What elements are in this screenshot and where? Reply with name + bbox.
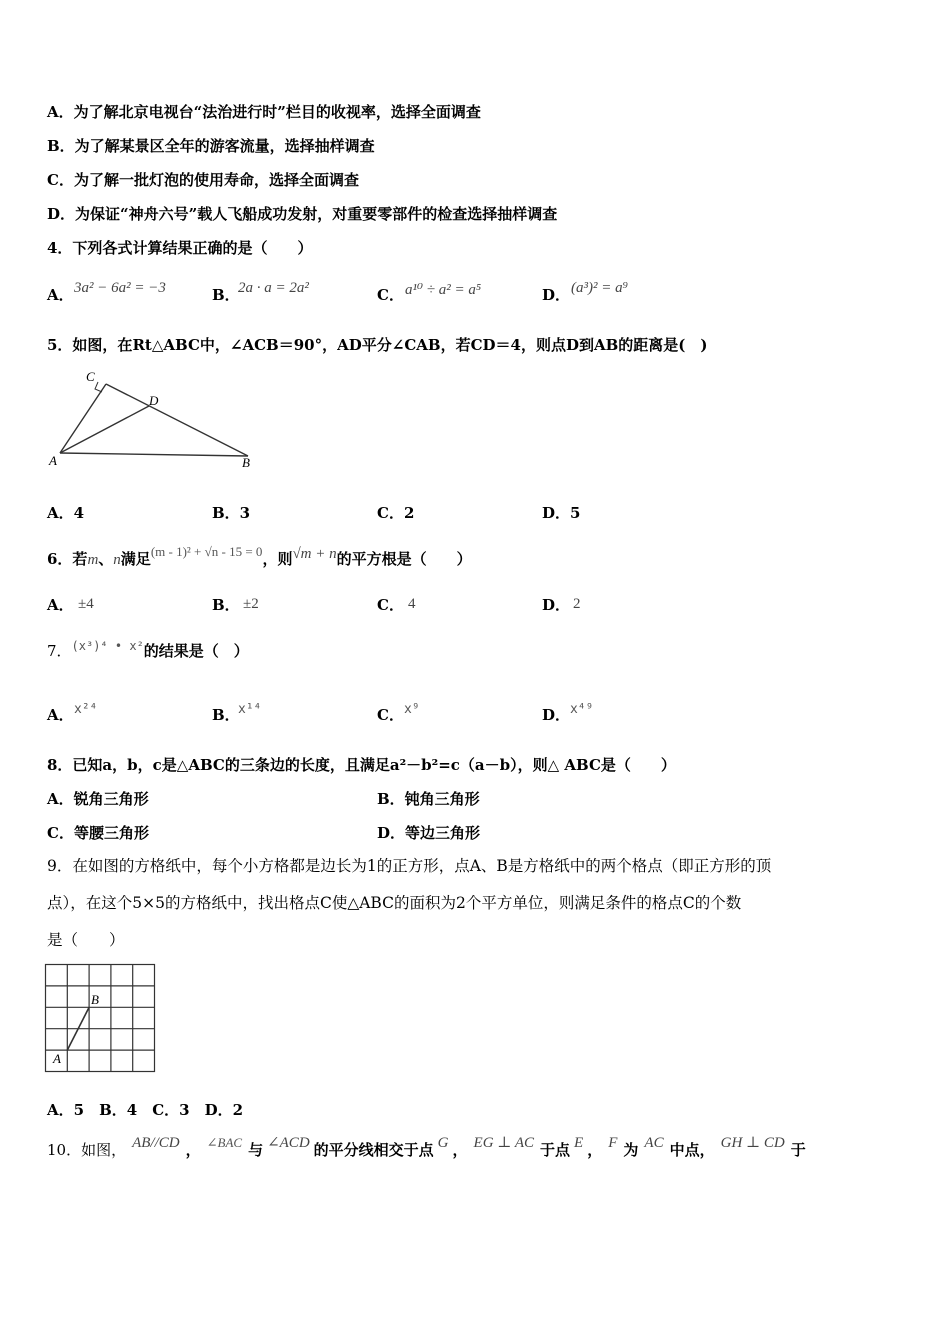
q10-and: 与 [248,1141,264,1159]
q10-ab-parallel-cd: AB//CD [132,1135,180,1151]
q10-point-g: G [437,1135,449,1151]
q7-option-b-val: x¹⁴ [238,702,262,717]
q6-option-b-val: ±2 [243,596,259,612]
q10-stem [47,1135,806,1161]
q4-option-d-expr: (a³)² = a⁹ [571,280,628,296]
q10-at-point: 于点 [540,1141,571,1159]
q4-option-a-label: A． [47,286,74,304]
q7-option-a-val: x²⁴ [74,702,98,717]
q3-option-b: B．为了解某景区全年的游客流量，选择抽样调查 [47,137,375,155]
q5-stem: 5．如图，在Rt△ABC中，∠ACB＝90°，AD平分∠CAB，若CD＝4，则点D到AB的距离是( ) [47,336,708,354]
q4-option-d-label: D． [542,286,571,304]
q10-point-e: E [574,1135,584,1151]
q5-option-b: B．3 [212,504,251,522]
q4-option-c-label: C． [377,286,404,304]
q6-var-m: m [87,552,99,568]
label-a: A [53,1051,61,1066]
q5-option-c: C．2 [377,504,415,522]
q7-option-b-label: B． [212,706,240,724]
q6-option-b-label: B． [212,596,240,614]
q7-prefix: 7． [47,642,72,660]
q4-stem: 4．下列各式计算结果正确的是（ ） [47,239,313,257]
q6-option-d-val: 2 [573,596,581,612]
q6-then: ，则 [262,550,293,568]
q10-bisectors-text: 的平分线相交于点 [313,1141,434,1159]
q8-option-a: A．锐角三角形 [47,790,149,808]
label-b: B [91,992,99,1007]
segment-cb [106,384,248,456]
q3-option-d: D．为保证“神舟六号”载人飞船成功发射，对重要零部件的检查选择抽样调查 [47,205,558,223]
q6-sep: 、 [98,550,114,568]
q10-eg-perp-ac: EG ⊥ AC [473,1135,535,1151]
q9-line-2: 点），在这个5×5的方格纸中，找出格点C使△ABC的面积为2个平方单位，则满足条件的格点C的个数 [47,894,742,912]
label-d: D [149,393,159,408]
q10-comma-2: ， [452,1141,468,1159]
q9-line-3: 是（ ） [47,931,125,949]
q5-option-d: D．5 [542,504,581,522]
q10-comma-1: ， [185,1141,201,1159]
q9-line-1: 9．在如图的方格纸中，每个小方格都是边长为1的正方形，点A、B是方格纸中的两个格点（即正方形的顶 [47,857,772,875]
q6-option-c-label: C． [377,596,404,614]
q4-option-b-expr: 2a · a = 2a² [238,280,309,296]
q10-angle-acd: ∠ACD [267,1135,310,1151]
q6-prefix: 6．若 [47,550,88,568]
q6-var-n: n [113,552,121,568]
q7-option-c-val: x⁹ [404,702,420,717]
q6-condition: (m - 1)² + √n - 15 = 0 [150,544,263,559]
q8-stem: 8．已知a，b，c是△ABC的三条边的长度，且满足a²－b²=c（a－b），则△ ABC是（ ） [47,756,676,774]
label-b: B [242,455,250,470]
q10-angle-bac: ∠BAC [206,1135,243,1150]
segment-ac [60,384,106,453]
q10-point-f: F [608,1135,618,1151]
q10-is: 为 [623,1141,639,1159]
q4-option-b-label: B． [212,286,240,304]
q7-expr: (x³)⁴ • x² [71,639,144,653]
q10-at: 于 [790,1141,806,1159]
q9-grid-figure [44,963,158,1075]
q7-option-a-label: A． [47,706,74,724]
q8-option-c: C．等腰三角形 [47,824,149,842]
q10-prefix: 10．如图， [47,1141,127,1159]
label-c: C [86,369,95,384]
q5-option-a: A．4 [47,504,85,522]
q6-root: √m + n [292,546,337,562]
q6-option-a-val: ±4 [78,596,94,612]
q4-option-a-expr: 3a² − 6a² = −3 [74,280,166,296]
q3-option-a: A．为了解北京电视台“法治进行时”栏目的收视率，选择全面调查 [47,103,481,121]
q6-cond-label: 满足 [120,550,151,568]
segment-ab [60,453,248,456]
q3-option-c: C．为了解一批灯泡的使用寿命，选择全面调查 [47,171,359,189]
q6-option-a-label: A． [47,596,74,614]
label-a: A [49,453,57,468]
q7-stem [47,641,249,662]
q6-stem [47,544,472,570]
q5-triangle-figure [46,368,261,472]
q9-stem [47,848,907,959]
q10-segment-ac: AC [644,1135,664,1151]
q9-options: A．5 B．4 C．3 D．2 [47,1101,244,1119]
q10-gh-perp-cd: GH ⊥ CD [720,1135,785,1151]
q8-option-b: B．钝角三角形 [377,790,480,808]
q7-option-c-label: C． [377,706,404,724]
q7-option-d-label: D． [542,706,571,724]
q7-option-d-val: x⁴⁹ [570,702,594,717]
q10-midpoint: 中点， [669,1141,715,1159]
segment-ad [60,406,149,453]
grid-border [46,965,155,1072]
q6-option-d-label: D． [542,596,571,614]
q10-comma-3: ， [587,1141,603,1159]
q8-option-d: D．等边三角形 [377,824,481,842]
q6-option-c-val: 4 [408,596,416,612]
q4-option-c-expr: a¹⁰ ÷ a² = a⁵ [405,282,482,298]
q7-suffix: 的结果是（ ） [143,642,249,660]
q6-suffix: 的平方根是（ ） [336,550,472,568]
